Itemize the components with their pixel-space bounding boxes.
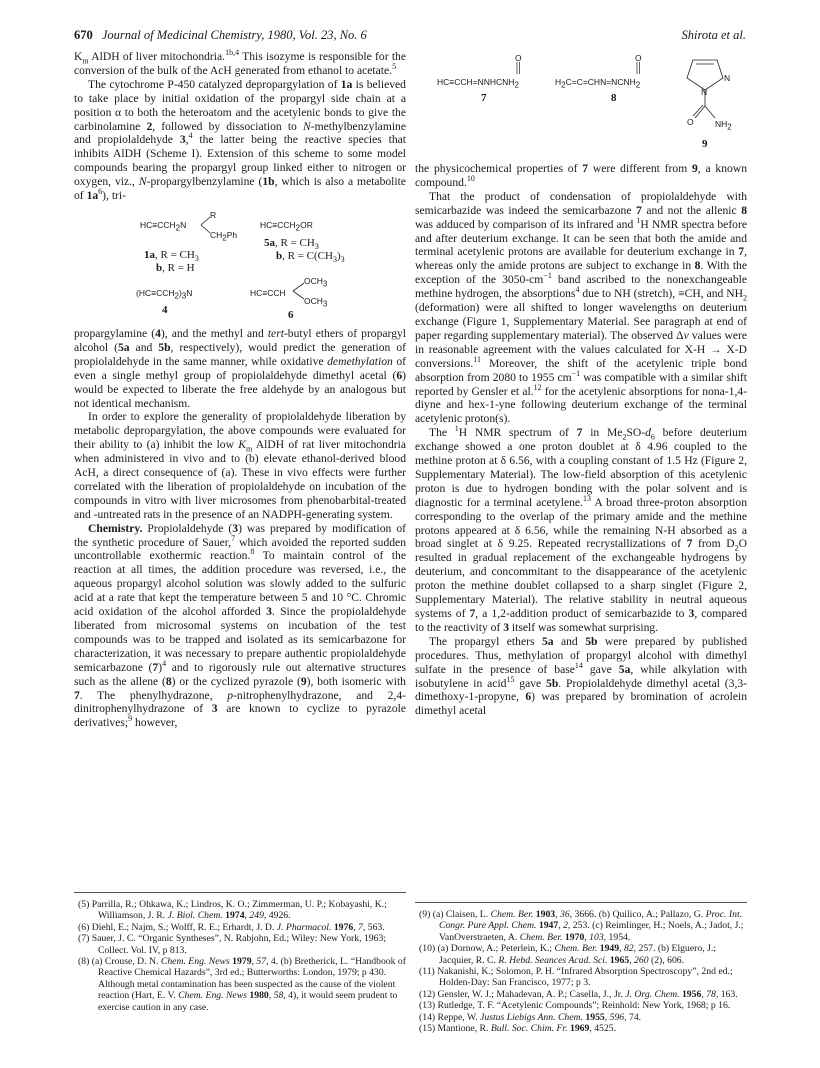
structure-6-och3-top: $OCH_3$ [304,275,328,289]
paragraph: In order to explore the generality of propiolaldehyde liberation by metabolic depropargylation, the above compounds were evaluated for their ability to (a) inhibit the low $K_m$ AlDH of rat liver mitochondria when administered in vivo and to (b) elevate ethanol-derived blood AcH, a direct consequence of (a). These in vivo effects were further correlated with the liberation of propiolaldehyde on incubation of the compounds in vitro with liver microsomes from phenobarbital-treated and -untreated rats in the presence of an NADPH-generating system. [74,410,406,521]
reference-item: (9) (a) Claisen, L. Chem. Ber. 1903, 36, 3666. (b) Quilico, A.; Pallazo, G. Proc. Int. Congr. Pure Appl. Chem. 1947, 2, 253. (c) Reimlinger, H.; Noels, A.; Jadot, J.; VanOverstraeten, A. Chem. Ber. 1970, 103, 1954. [419,909,744,943]
structure-6-och3-bottom: $OCH_3$ [304,295,328,309]
structure-9-n-bottom: N [701,87,708,97]
structure-7-number: 7 [481,92,487,104]
structure-5b-label: b, $R = C(CH_3)_3$ [276,249,345,265]
structure-8-number: 8 [611,92,617,104]
structure-9-nh2: $NH_2$ [715,119,732,132]
structure-7-oxygen: O [515,53,522,63]
structure-1-ch2ph: $CH_2Ph$ [210,229,238,243]
reference-item: (15) Mantione, R. Bull. Soc. Chim. Fr. 1969, 4525. [419,1023,616,1035]
running-author: Shirota et al. [681,28,746,42]
structure-9-n-right: N [724,73,731,83]
section-heading-chemistry: Chemistry. [88,521,143,535]
running-header [74,28,746,46]
structures-block-2 [415,50,747,158]
paragraph: propargylamine (4), and the methyl and tert-butyl ethers of propargyl alcohol (5a and 5b, respectively), would predict the generation of propiolaldehyde in the same manner, while oxidative demethylation of even a single methyl group of propiolaldehyde dimethyl acetal (6) would be expected to liberate the free aldehyde by an analogous but not identical mechanism. [74,326,407,410]
structures-block-1 [74,209,406,321]
structure-6-formula: HC≡CCH [250,287,286,298]
paragraph: The propargyl ethers 5a and 5b were prepared by published procedures. Thus, methylation of propargyl alcohol with dimethyl sulfate in the presence of base$^{14}$ gave 5a, while alkylation with isobutylene in acid$^{15}$ gave 5b. Propiolaldehyde dimethyl acetal (3,3-dimethoxy-1-propyne, 6) was prepared by bromination of acrolein dimethyl acetal [415,634,748,718]
structure-6-number: 6 [288,308,294,321]
paragraph: The $^1$H NMR spectrum of 7 in $Me_2SO-d_6$ before deuterium exchange showed a one proton doublet at δ 4.96 coupled to the methine proton at δ 6.56, with a coupling constant of 1.5 Hz (Figure 2, Supplementary Material). The low-field absorption of this acetylenic proton is due to hydrogen bonding with the polar solvent and is diagnostic for a terminal acetylene.$^{13}$ A broad three-proton absorption corresponding to the overlap of the primary amide and the methine protons appeared at δ 6.56, while the remaining N-H absorbed as a broad singlet at δ 9.25. Repeated recrystallizations of 7 from $D_2O$ resulted in gradual replacement of the exchangeable hydrogens by deuterium, and concommitant to the disappearance of the acetylenic proton the methine doublet collapsed to a sharp singlet (Figure 2, Supplementary Material). The relative stability in neutral aqueous systems of 7, a 1,2-addition product of semicarbazide to 3, compared to the reactivity of 3 itself was somewhat surprising. [415,424,747,634]
footnotes-left [74,892,406,1013]
structure-1-bonds [200,211,212,239]
structure-4-formula: $(HC\equiv CCH_2)_3N$ [136,287,193,301]
paragraph: the physicochemical properties of 7 were different from 9, a known compound.$^{10}$ [415,162,747,189]
journal-citation: Journal of Medicinal Chemistry, 1980, Vol. 23, No. 6 [101,28,367,42]
reference-item: (7) Sauer, J. C. “Organic Syntheses”, N. Rabjohn, Ed.; Wiley: New York, 1963; Collect. Vol. IV, p 813. [78,933,387,956]
structure-8-oxygen: O [635,53,642,63]
reference-item: (13) Rutledge, T. F. “Acetylenic Compounds”; Reinhold: New York, 1968; p 16. [419,1000,731,1012]
paragraph-text: Propiolaldehyde (3) was prepared by modification of the synthetic procedure of Sauer,$^7$ which avoided the reported sudden uncontrollable exothermic reaction.$^8$ To maintain control of the reaction at all times, the addition procedure was reversed, i.e., the aqueous propargyl alcohol solution was slowly added to the sulfuric acid at a rate that kept the temperature between 5 and 10 °C. Chromic acid oxidation of the alcohol afforded 3. Since the propiolaldehyde liberated from microsomal systems on incubation of the test compounds was to be trapped and isolated as its semicarbazone for characterization, it was necessary to prepare authentic propiolaldehyde semicarbazone $(7)^4$ and to rigorously rule out alternative structures such as the allene (8) or the cyclized pyrazole (9), both isomeric with 7. The phenylhydrazone, p-nitrophenylhydrazone, and 2,4-dinitrophenylhydrazone of 3 are known to cyclize to pyrazole derivatives;$^9$ however, [74,521,406,730]
left-column [74,50,406,730]
structure-5-formula: $HC\equiv CCH_2OR$ [260,219,313,233]
structure-1-formula: $HC\equiv CCH_2N$ [140,219,187,233]
reference-item: (8) (a) Crouse, D. N. Chem. Eng. News 1979, 57, 4. (b) Bretherick, L. “Handbook of Reactive Chemical Hazards”, 3rd ed.; Butterworths: London, 1979; p 430. Although metal contamination has been suspected as the cause of the violent reaction (Hart, E. V. Chem. Eng. News 1980, 58, 4), it would seem prudent to exercise caution in any case. [78,956,406,1013]
reference-item: (5) Parrilla, R.; Ohkawa, K.; Lindros, K. O.; Zimmerman, U. P.; Kobayashi, K.; Williamson, J. R. J. Biol. Chem. 1974, 249, 4926. [78,899,387,922]
right-column [415,50,747,718]
reference-item: (12) Gensler, W. J.; Mahadevan, A. P.; Casella, J., Jr. J. Org. Chem. 1956, 78, 163. [419,988,738,1000]
paragraph: $K_m$ AlDH of liver mitochondria.$^{1b,4}$ This isozyme is responsible for the conversion of the bulk of the AcH generated from ethanol to acetate.$^5$ [74,48,407,77]
structure-1-r: R [210,209,217,220]
structure-4-number: 4 [162,303,168,316]
paragraph [74,522,406,731]
structure-5a-label: 5a, $R = CH_3$ [264,236,319,252]
paragraph: That the product of condensation of propiolaldehyde with semicarbazide was indeed the semicarbazone 7 and not the allenic 8 was adduced by comparison of its infrared and $^1$H NMR spectra before and after deuterium exchange. It can be seen that both the amide and terminal acetylenic protons are available for deuterium exchange in 7, whereas only the amide protons are subject to exchange in 8. With the exception of the $3050-cm^{-1}$ band ascribed to the nonexchangeable methine hydrogen, the absorptions$^4$ due to NH (stretch), ≡CH, and $NH_2$ (deformation) were all shifted to longer wavelengths on deuterium exchange (Figure 1, Supplementary Material. See paragraph at end of paper regarding supplementary material). The observed Δν values were in reasonable agreement with the values calculated for X-H → X-D conversions.$^{11}$ Moreover, the shift of the acetylenic triple bond absorption from 2080 to 1955 $cm^{-1}$ was compatible with a similar shift reported by Gensler et al.$^{12}$ for the acetylenic absorptions for nona-1,4-diyne and hex-1-yne following deuterium exchange of the terminal acetylenic proton(s). [415,189,748,426]
reference-item: (10) (a) Dornow, A.; Peterlein, K.; Chem. Ber. 1949, 82, 257. (b) Elguero, J.; Jacquier, R. C. R. Hebd. Seances Acad. Sci. 1965, 260 (2), 606. [419,943,716,966]
reference-item: (14) Reppe, W. Justus Liebigs Ann. Chem. 1955, 596, 74. [419,1011,642,1023]
paragraph: The cytochrome P-450 catalyzed depropargylation of 1a is believed to take place by initial oxidation of the propargyl side chain at a position α to both the heteroatom and the acetylenic bonds to give the carbinolamine 2, followed by dissociation to N-methylbenzylamine and propiolaldehyde 3,$^4$ the latter being the reactive species that inhibits AlDH (Scheme I). Extension of this scheme to some model compounds bearing the propargyl group linked either to nitrogen or oxygen, viz., N-propargylbenzylamine (1b, which is also a metabolite of $1a^6$), tri- [74,77,406,203]
structure-9-number: 9 [702,138,708,150]
structure-8-carbonyl [635,62,641,76]
structure-7-formula: $HC\equiv CCH=NNHCNH_2$ [437,77,519,90]
page-number: 670 [74,28,93,42]
structure-9-oxygen: O [687,117,694,127]
structure-7-carbonyl [515,62,521,76]
structure-1a-label: 1a, $R = CH_3$ [144,248,199,264]
structure-8-formula: $H_2C=C=CHN=NCNH_2$ [555,77,641,90]
footnotes-right [415,902,747,1034]
structure-1b-label: b, R = H [156,261,195,274]
reference-item: (11) Nakanishi, K.; Solomon, P. H. “Infrared Absorption Spectroscopy”, 2nd ed.; Holden-Day: San Francisco, 1977; p 3. [419,966,733,989]
reference-item: (6) Diehl, E.; Najm, S.; Wolff, R. E.; Erhardt, J. D. J. Pharmacol. 1976, 7, 563. [78,921,385,933]
